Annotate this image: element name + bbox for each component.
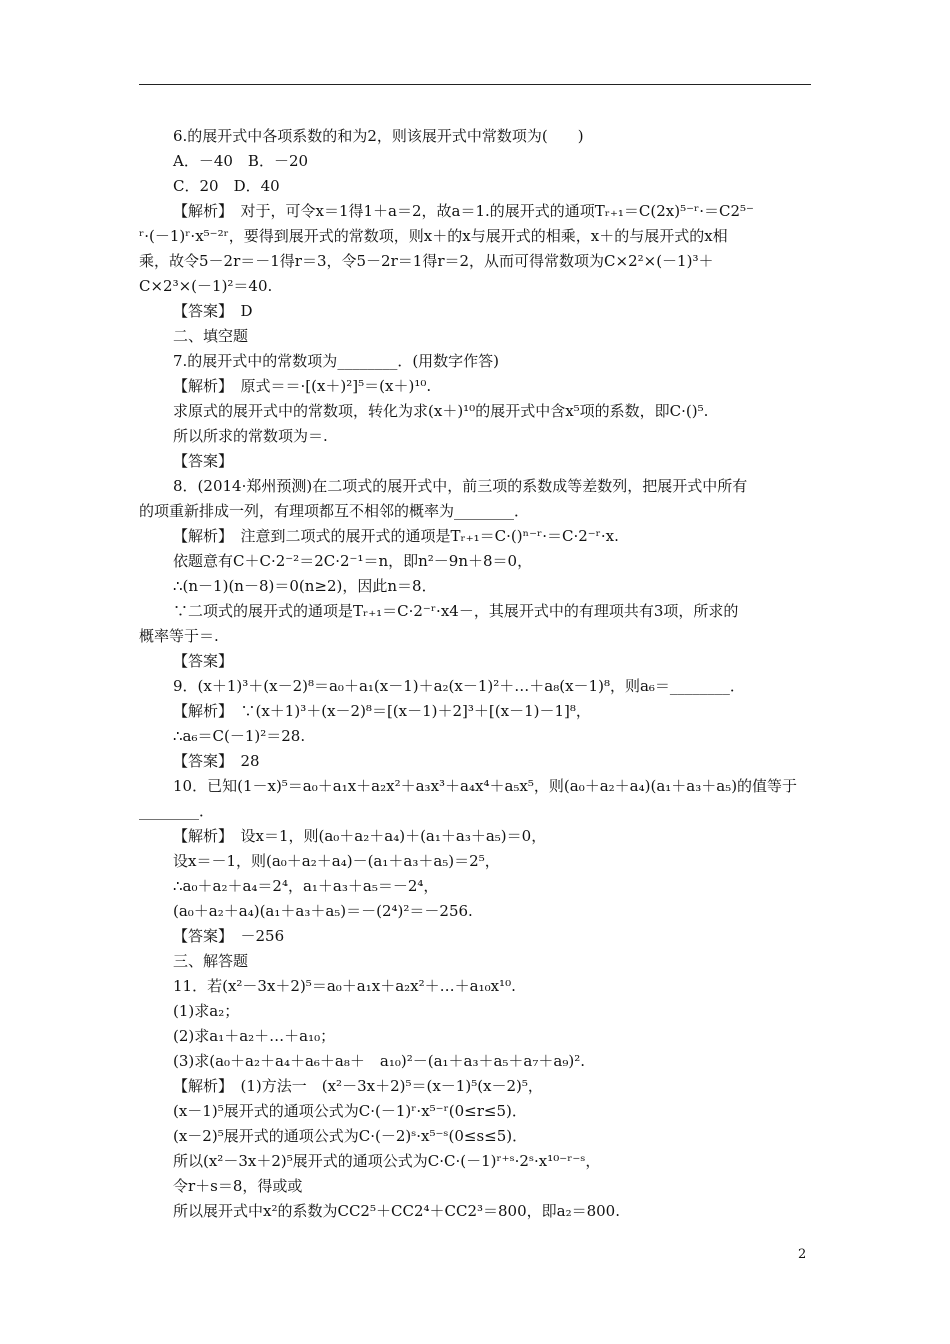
text-line: 二、填空题 (173, 327, 249, 345)
text-line: 【解析】 (1)方法一 (x²－3x＋2)⁵＝(x－1)⁵(x－2)⁵， (173, 1077, 543, 1095)
text-line: 概率等于＝. (139, 627, 219, 645)
text-line: 所以(x²－3x＋2)⁵展开式的通项公式为C·C·(－1)ʳ⁺ˢ·2ˢ·x¹⁰⁻ʳ⁻ˢ， (173, 1152, 601, 1170)
text-line: ∵二项式的展开式的通项是Tᵣ₊₁＝C·2⁻ʳ·x4－，其展开式中的有理项共有3项，所求的 (173, 602, 739, 620)
text-line: 8．(2014·郑州预测)在二项式的展开式中，前三项的系数成等差数列，把展开式中所有 (173, 477, 748, 495)
text-line: 【解析】 原式＝＝·[(x＋)²]⁵＝(x＋)¹⁰. (173, 377, 432, 395)
text-line: (x－2)⁵展开式的通项公式为C·(－2)ˢ·x⁵⁻ˢ(0≤s≤5)． (173, 1127, 528, 1145)
text-line: ________． (139, 802, 215, 820)
text-line: 令r＋s＝8，得或或 (173, 1177, 303, 1195)
header-rule (139, 84, 811, 85)
text-line: 求原式的展开式中的常数项，转化为求(x＋)¹⁰的展开式中含x⁵项的系数，即C·()⁵. (173, 402, 709, 420)
text-line: 三、解答题 (173, 952, 249, 970)
text-line: ∴a₀＋a₂＋a₄＝2⁴，a₁＋a₃＋a₅＝－2⁴， (173, 877, 439, 895)
text-line: 依题意有C＋C·2⁻²＝2C·2⁻¹＝n，即n²－9n＋8＝0， (173, 552, 533, 570)
text-line: 7.的展开式中的常数项为________．(用数字作答) (173, 352, 500, 370)
text-line: 11．若(x²－3x＋2)⁵＝a₀＋a₁x＋a₂x²＋…＋a₁₀x¹⁰. (173, 977, 516, 995)
text-line: C．20 D．40 (173, 177, 280, 195)
text-line: ∴(n－1)(n－8)＝0(n≥2)，因此n＝8． (173, 577, 437, 595)
text-line: 乘，故令5－2r＝－1得r＝3，令5－2r＝1得r＝2，从而可得常数项为C×2²×(－1)³＋ (139, 252, 714, 270)
text-line: 【解析】 ∵(x＋1)³＋(x－2)⁸＝[(x－1)＋2]³＋[(x－1)－1]⁸， (173, 702, 591, 720)
text-line: 所以展开式中x²的系数为CC2⁵＋CC2⁴＋CC2³＝800，即a₂＝800. (173, 1202, 620, 1220)
text-line: 【解析】 对于，可令x＝1得1＋a＝2，故a＝1.的展开式的通项Tᵣ₊₁＝C(2x)⁵⁻ʳ·＝C2⁵⁻ (173, 202, 754, 220)
text-line: 6.的展开式中各项系数的和为2，则该展开式中常数项为( ) (173, 127, 584, 145)
page-number: 2 (798, 1247, 807, 1262)
text-line: ʳ·(－1)ʳ·x⁵⁻²ʳ，要得到展开式的常数项，则x＋的x与展开式的相乘，x＋的与展开式的x相 (139, 227, 728, 245)
document-body (139, 124, 811, 1224)
text-line: 设x＝－1，则(a₀＋a₂＋a₄)－(a₁＋a₃＋a₅)＝2⁵， (173, 852, 500, 870)
text-line: 【答案】 (173, 652, 234, 670)
text-line: ∴a₆＝C(－1)²＝28. (173, 727, 306, 745)
text-line: A．－40 B．－20 (173, 152, 309, 170)
text-line: 9．(x＋1)³＋(x－2)⁸＝a₀＋a₁(x－1)＋a₂(x－1)²＋…＋a₈(x－1)⁸，则a₆＝________． (173, 677, 745, 695)
text-line: 【解析】 设x＝1，则(a₀＋a₂＋a₄)＋(a₁＋a₃＋a₅)＝0， (173, 827, 547, 845)
text-line: 所以所求的常数项为＝. (173, 427, 328, 445)
text-line: 【答案】 (173, 452, 234, 470)
text-line: 【答案】 －256 (173, 927, 285, 945)
text-line: C×2³×(－1)²＝40. (139, 277, 273, 295)
text-line: (x－1)⁵展开式的通项公式为C·(－1)ʳ·x⁵⁻ʳ(0≤r≤5)． (173, 1102, 527, 1120)
text-line: 【答案】 D (173, 302, 253, 320)
text-line: (3)求(a₀＋a₂＋a₄＋a₆＋a₈＋ a₁₀)²－(a₁＋a₃＋a₅＋a₇＋a₉)². (173, 1052, 585, 1070)
text-line: 【答案】 28 (173, 752, 260, 770)
text-line: 10．已知(1－x)⁵＝a₀＋a₁x＋a₂x²＋a₃x³＋a₄x⁴＋a₅x⁵，则(a₀＋a₂＋a₄)(a₁＋a₃＋a₅)的值等于 (173, 777, 798, 795)
text-line: (1)求a₂； (173, 1002, 240, 1020)
text-line: (2)求a₁＋a₂＋…＋a₁₀； (173, 1027, 336, 1045)
text-line: 的项重新排成一列，有理项都互不相邻的概率为________． (139, 502, 530, 520)
text-line: (a₀＋a₂＋a₄)(a₁＋a₃＋a₅)＝－(2⁴)²＝－256. (173, 902, 473, 920)
text-line: 【解析】 注意到二项式的展开式的通项是Tᵣ₊₁＝C·()ⁿ⁻ʳ·＝C·2⁻ʳ·x. (173, 527, 619, 545)
